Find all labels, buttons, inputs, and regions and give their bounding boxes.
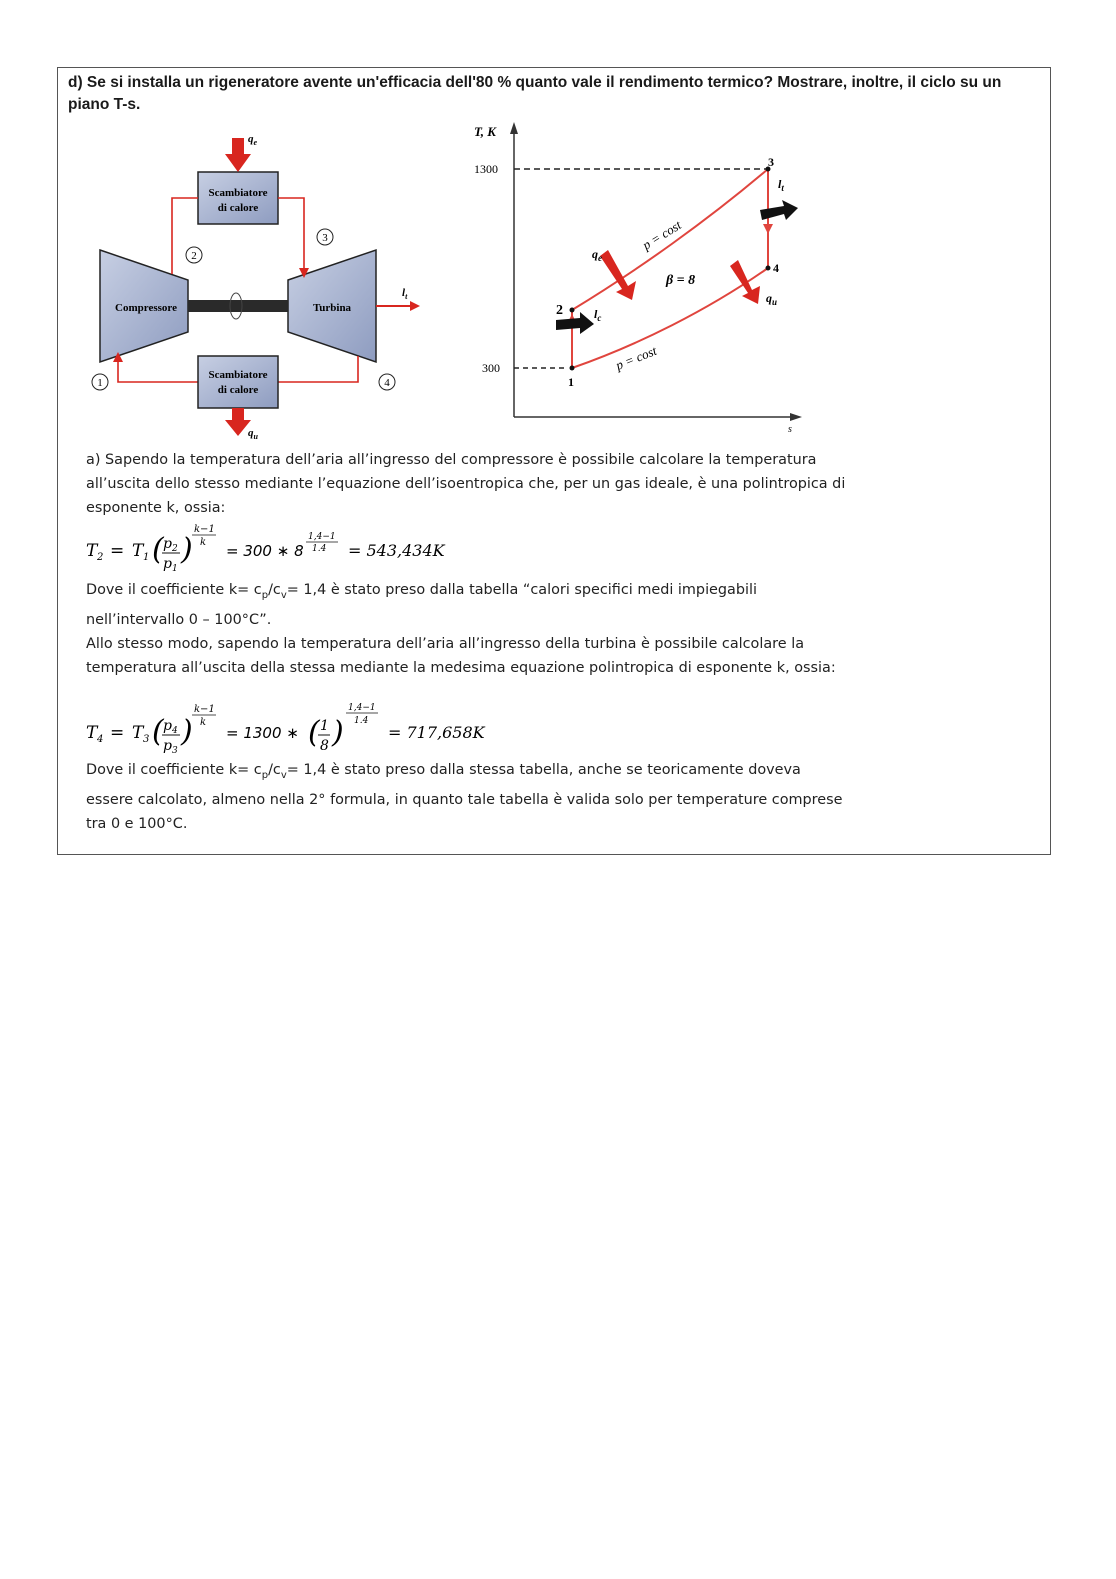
p2-part-a: Dove il coefficiente k= c bbox=[86, 582, 262, 598]
shaft bbox=[188, 300, 288, 312]
ts-axis-y-label: T, K bbox=[474, 124, 496, 139]
hx-top-line1: Scambiatore bbox=[208, 187, 268, 199]
ts-qu-arrow bbox=[730, 260, 760, 304]
p3-part-a: Dove il coefficiente k= c bbox=[86, 762, 262, 778]
ts-diagram bbox=[468, 120, 808, 440]
svg-text:2: 2 bbox=[97, 552, 104, 563]
qe-label: $q_e$ bbox=[248, 133, 258, 147]
p2-part-b: /c bbox=[268, 582, 281, 598]
svg-text:): ) bbox=[181, 532, 193, 567]
brayton-schematic bbox=[88, 120, 458, 440]
question-text: d) Se si installa un rigeneratore avente un'efficacia dell'80 % quanto vale il rendimento termico? Mostrare, inoltre, il ciclo su un piano T-s. bbox=[68, 74, 1002, 113]
heat-exchanger-bottom bbox=[198, 356, 278, 408]
p3-part-b: /c bbox=[268, 762, 281, 778]
turbine-work-arrow bbox=[410, 301, 420, 311]
svg-text:k: k bbox=[200, 537, 207, 548]
p3-sub-v: v bbox=[280, 769, 287, 781]
svg-text:4: 4 bbox=[97, 734, 104, 745]
paragraph-a: a) Sapendo la temperatura dell’aria all’ingresso del compressore è possibile calcolare la temperatura all’uscita dello stesso mediante l’equazione dell’isoentropica che, per un gas ideale, è una polintropica di esponente k, ossia: bbox=[86, 452, 846, 516]
p2-part-c: = 1,4 è stato preso dalla tabella “calori specifici medi impiegabili nell’intervallo 0 – 100°C”. bbox=[86, 582, 757, 628]
f2-value: = 717,658K bbox=[388, 723, 485, 742]
hx-bottom-line2: di calore bbox=[217, 384, 259, 396]
svg-text:k−1: k−1 bbox=[194, 524, 215, 535]
svg-text:1.4: 1.4 bbox=[354, 716, 369, 726]
ts-point-4 bbox=[766, 266, 771, 271]
ts-pcost-bottom: p = cost bbox=[613, 342, 659, 373]
ts-p2: 2 bbox=[556, 303, 563, 318]
node-4: 4 bbox=[384, 377, 390, 389]
p2-sub-v: v bbox=[280, 589, 287, 601]
pipe-3 bbox=[278, 198, 304, 274]
ts-beta: β = 8 bbox=[666, 273, 696, 288]
svg-text:T: T bbox=[132, 541, 144, 561]
svg-text:1: 1 bbox=[143, 552, 150, 563]
ts-axis-x-label: s bbox=[788, 424, 792, 435]
formula-t4 bbox=[86, 702, 526, 756]
svg-text:p: p bbox=[163, 536, 172, 552]
p2-part-d: Allo stesso modo, sapendo la temperatura dell’aria all’ingresso della turbina è possibile calcolare la temperatura all’uscita della stessa mediante la medesima equazione polintropica di esponente k, ossia: bbox=[86, 635, 836, 676]
ts-p4: 4 bbox=[773, 261, 779, 275]
svg-text:2: 2 bbox=[172, 544, 178, 554]
svg-text:=: = bbox=[110, 723, 125, 743]
ts-p1: 1 bbox=[568, 375, 574, 389]
pipe-4 bbox=[278, 356, 358, 382]
svg-text:4: 4 bbox=[172, 726, 178, 736]
svg-text:(: ( bbox=[152, 532, 164, 567]
exercise-frame bbox=[57, 67, 1051, 855]
ts-qe-arrow bbox=[600, 250, 636, 300]
qu-label: $q_u$ bbox=[248, 427, 258, 440]
svg-text:p: p bbox=[163, 718, 172, 734]
ts-qe-label: $q_e$ bbox=[592, 247, 602, 263]
svg-text:=: = bbox=[110, 541, 125, 561]
compressor-label: Compressore bbox=[115, 302, 177, 314]
node-2: 2 bbox=[191, 250, 197, 262]
ts-point-1 bbox=[570, 366, 575, 371]
svg-text:8: 8 bbox=[320, 738, 329, 754]
svg-text:): ) bbox=[332, 715, 344, 750]
svg-text:p: p bbox=[163, 738, 172, 754]
p2-sub-p: p bbox=[261, 589, 269, 601]
p3-part-c: = 1,4 è stato preso dalla stessa tabella, anche se teoricamente doveva essere calcolato, almeno nella 2° formula, in quanto tale tabella è valida solo per temperature comprese tra 0 e 100°C. bbox=[86, 762, 843, 832]
svg-text:3: 3 bbox=[172, 746, 178, 756]
ts-process-2-3 bbox=[572, 169, 768, 310]
svg-text:T: T bbox=[132, 723, 144, 743]
ts-p3: 3 bbox=[768, 155, 774, 169]
lt-label: $l_t$ bbox=[402, 287, 408, 301]
svg-text:1,4−1: 1,4−1 bbox=[308, 532, 336, 542]
svg-text:p: p bbox=[163, 556, 172, 572]
node-3: 3 bbox=[322, 232, 328, 244]
paragraph-k-table bbox=[86, 578, 846, 680]
node-1: 1 bbox=[97, 377, 103, 389]
pipe-1 bbox=[118, 356, 198, 382]
paragraph-k-note bbox=[86, 758, 846, 836]
f1-result: = 300 ∗ 8 bbox=[226, 542, 304, 560]
f1-value: = 543,434K bbox=[348, 541, 445, 560]
svg-text:(: ( bbox=[152, 714, 164, 749]
svg-text:1: 1 bbox=[320, 718, 329, 734]
svg-text:1: 1 bbox=[172, 564, 178, 574]
ts-pcost-top: p = cost bbox=[639, 217, 684, 253]
f2-result: = 1300 ∗ bbox=[226, 724, 299, 742]
svg-text:k−1: k−1 bbox=[194, 704, 215, 715]
ts-lt-arrow bbox=[760, 200, 798, 220]
svg-text:(: ( bbox=[308, 715, 320, 750]
p3-sub-p: p bbox=[261, 769, 269, 781]
ts-t-high: 1300 bbox=[474, 162, 498, 176]
ts-qu-label: $q_u$ bbox=[766, 291, 778, 307]
ts-point-2 bbox=[570, 308, 575, 313]
turbine-label: Turbina bbox=[312, 302, 352, 314]
ts-lc-label: $l_c$ bbox=[594, 307, 602, 323]
hx-bottom-line1: Scambiatore bbox=[208, 369, 268, 381]
ts-t-low: 300 bbox=[482, 361, 500, 375]
ts-lt-label: $l_t$ bbox=[778, 177, 784, 193]
svg-text:1.4: 1.4 bbox=[312, 544, 327, 554]
svg-text:1,4−1: 1,4−1 bbox=[348, 703, 376, 713]
hx-top-line2: di calore bbox=[217, 202, 259, 214]
svg-text:T: T bbox=[86, 541, 98, 561]
formula-t2 bbox=[86, 524, 506, 574]
svg-text:k: k bbox=[200, 717, 207, 728]
svg-text:): ) bbox=[181, 714, 193, 749]
svg-text:T: T bbox=[86, 723, 98, 743]
svg-text:3: 3 bbox=[143, 734, 150, 745]
